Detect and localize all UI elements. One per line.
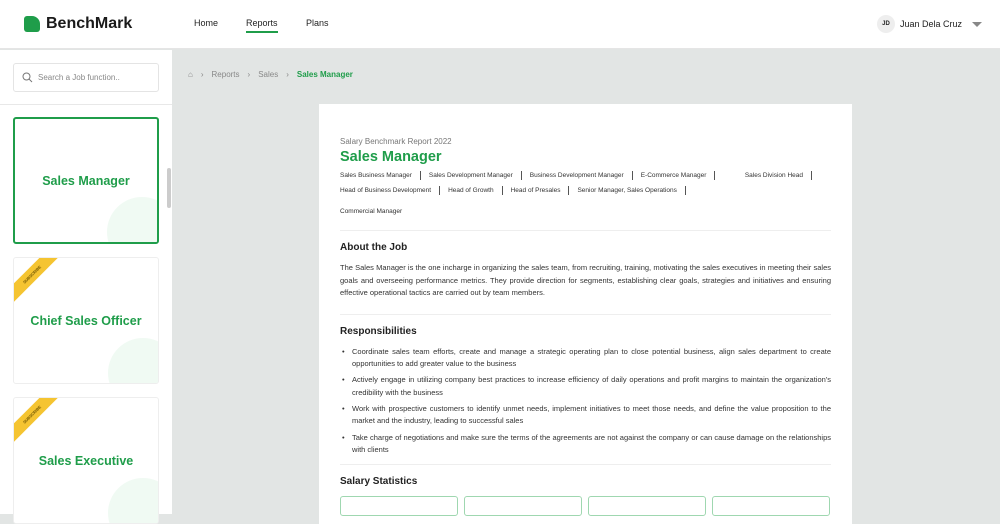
related-title: Head of Business Development <box>340 186 440 195</box>
card-title: Chief Sales Officer <box>30 313 142 328</box>
related-titles <box>340 171 820 216</box>
list-item: • Take charge of negotiations and make sure the terms of the agreements are not against the company or can cause damage on the relationships with clients <box>340 432 831 457</box>
job-card-chief-sales-officer[interactable] <box>13 257 159 384</box>
divider <box>0 104 172 105</box>
nav-plans[interactable]: Plans <box>306 18 329 28</box>
logo-icon <box>24 16 40 32</box>
job-card-sales-manager[interactable] <box>13 117 159 244</box>
stat-card <box>464 496 582 516</box>
related-title: Senior Manager, Sales Operations <box>577 186 685 195</box>
related-title: Sales Division Head <box>745 171 812 180</box>
chevron-down-icon <box>972 22 982 27</box>
breadcrumb: ⌂ › Reports › Sales › Sales Manager <box>188 70 353 79</box>
breadcrumb-current: Sales Manager <box>296 70 353 79</box>
related-title: Sales Development Manager <box>429 171 522 180</box>
about-text: The Sales Manager is the one incharge in organizing the sales team, from recruiting, training, motivating the sales executives in meeting their sales goals and overseeing performance metrics. They provide direction for segments, establishing clear goals, strategies and initiatives and ensuring effective operational tactics are carried out by team members. <box>340 263 831 298</box>
card-title: Sales Manager <box>42 173 130 188</box>
responsibilities-list <box>340 346 831 456</box>
report-panel <box>319 104 852 524</box>
sidebar <box>0 50 172 514</box>
brand-name: BenchMark <box>46 15 133 32</box>
page-title: Sales Manager <box>340 149 442 165</box>
responsibilities-heading: Responsibilities <box>340 325 417 337</box>
related-title: Sales Business Manager <box>340 171 421 180</box>
list-item: • Actively engage in utilizing company best practices to increase efficiency of daily operations and profit margins to maintain the organization's credibility with the business <box>340 374 831 399</box>
stat-card <box>340 496 458 516</box>
search-input[interactable] <box>13 63 159 92</box>
salary-stats <box>340 496 831 516</box>
nav-home[interactable]: Home <box>194 18 219 28</box>
salary-statistics-heading: Salary Statistics <box>340 476 418 488</box>
breadcrumb-reports[interactable]: Reports <box>211 70 240 79</box>
related-title: E-Commerce Manager <box>641 171 716 180</box>
stat-card <box>588 496 706 516</box>
job-card-sales-executive[interactable] <box>13 397 159 524</box>
avatar: JD <box>877 15 895 33</box>
search-placeholder: Search a Job function.. <box>38 73 120 82</box>
card-title: Sales Executive <box>38 453 134 468</box>
list-item: • Work with prospective customers to identify unmet needs, implement initiatives to meet those needs, and define the value proposition to the market and the industry, leading to successful sales <box>340 403 831 428</box>
logo[interactable] <box>24 15 132 33</box>
related-title: Commercial Manager <box>340 208 403 215</box>
search-icon <box>22 72 33 83</box>
related-title: Head of Growth <box>448 186 503 195</box>
breadcrumb-sales[interactable]: Sales <box>258 70 279 79</box>
nav-reports[interactable]: Reports <box>246 18 278 33</box>
home-icon[interactable]: ⌂ <box>188 70 193 79</box>
user-menu[interactable] <box>877 15 982 33</box>
scrollbar[interactable] <box>167 168 171 208</box>
stat-card <box>712 496 830 516</box>
related-title: Business Development Manager <box>530 171 633 180</box>
user-name: Juan Dela Cruz <box>900 19 963 29</box>
top-bar <box>0 0 1000 49</box>
report-subtitle: Salary Benchmark Report 2022 <box>340 137 452 146</box>
about-heading: About the Job <box>340 242 408 253</box>
related-title: Head of Presales <box>511 186 570 195</box>
subscribe-ribbon: SUBSCRIBE <box>13 257 65 307</box>
list-item: • Coordinate sales team efforts, create and manage a strategic operating plan to close potential business, align sales department to create opportunities to add greater value to the business <box>340 346 831 371</box>
subscribe-ribbon: SUBSCRIBE <box>13 397 65 447</box>
